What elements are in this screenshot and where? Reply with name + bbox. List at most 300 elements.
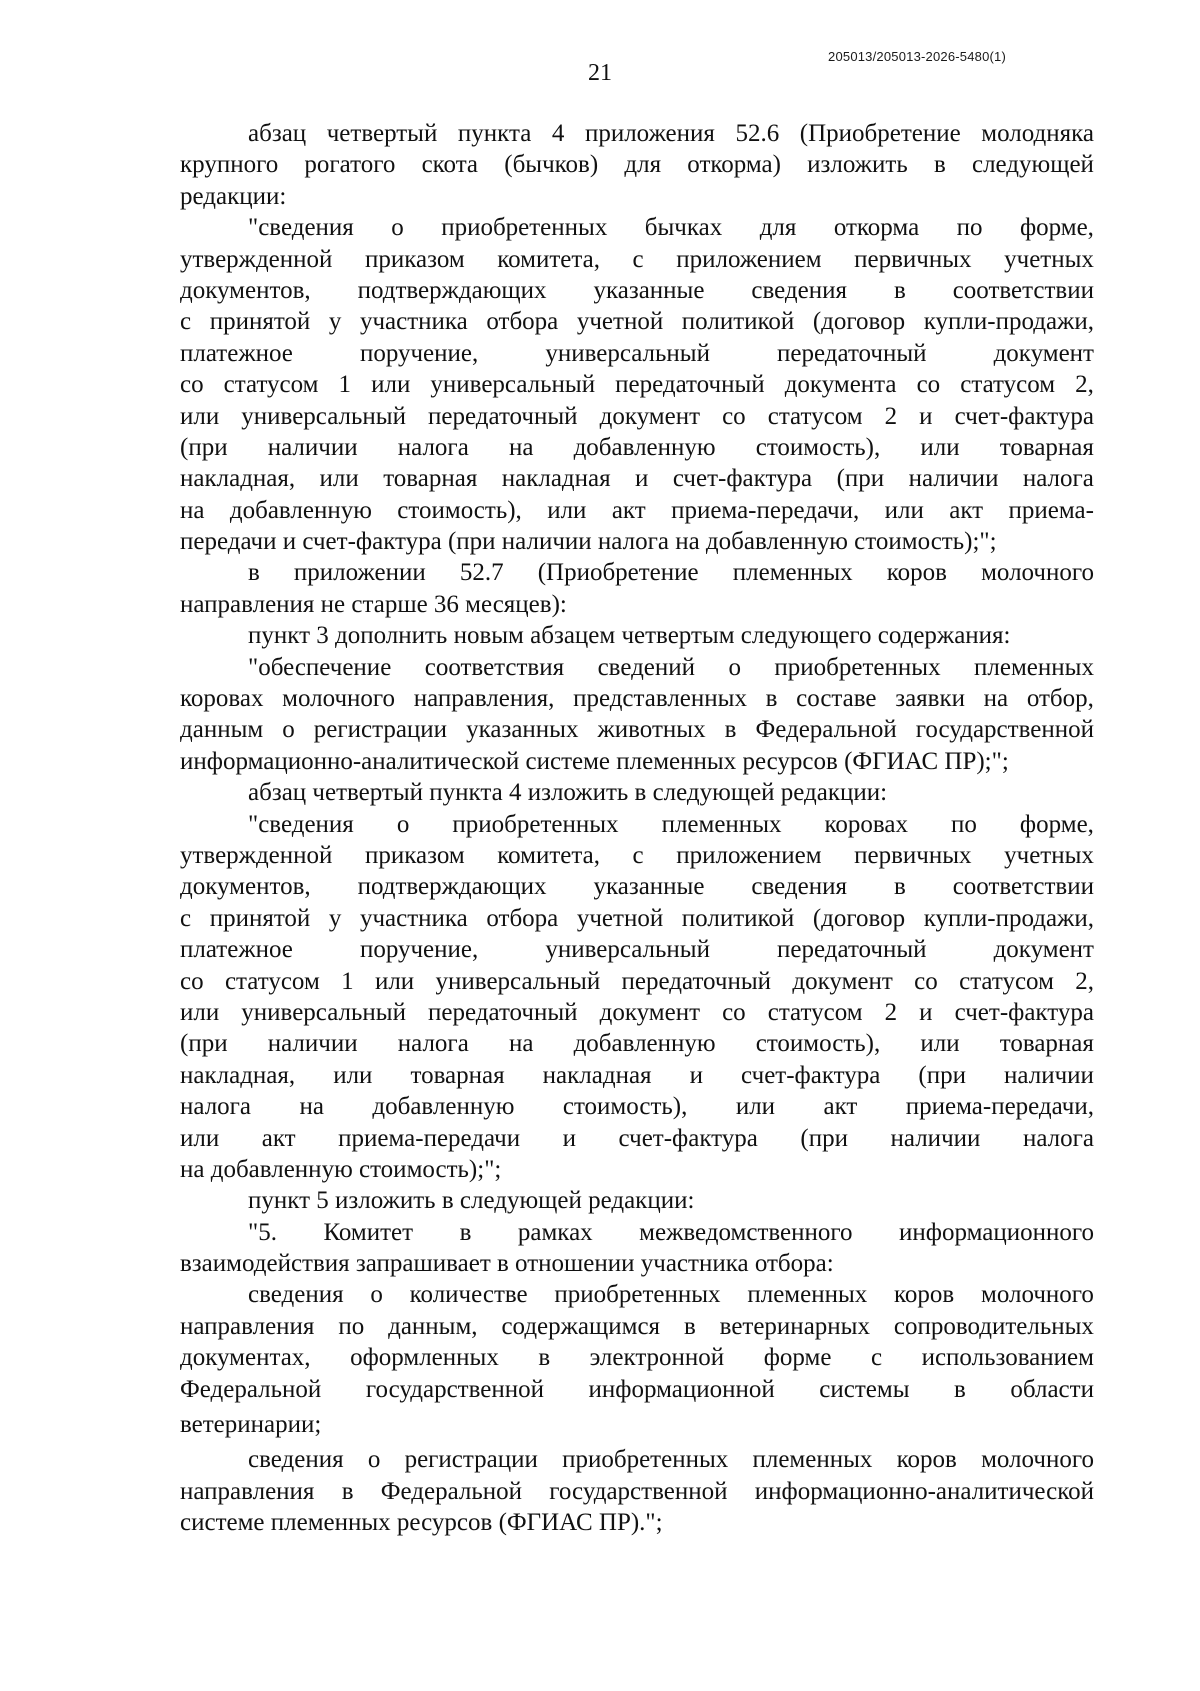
- word: 2: [884, 998, 898, 1026]
- word: приказом: [364, 841, 465, 869]
- word: приобретенных: [554, 1281, 721, 1309]
- word: документов,: [180, 873, 311, 901]
- word: (при: [836, 465, 885, 493]
- word: (Приобретение: [799, 120, 961, 147]
- word: приема-передачи,: [905, 1093, 1094, 1121]
- word: заявки: [895, 685, 965, 713]
- word: 52.6: [735, 120, 780, 147]
- word: системы: [819, 1375, 910, 1403]
- text-line: [180, 809, 1094, 840]
- word: (при: [180, 433, 228, 461]
- word: молочного: [981, 1281, 1094, 1309]
- word: наличии: [908, 465, 999, 493]
- word: "сведения: [248, 214, 354, 242]
- text-line-content: передачи и счет-фактура (при наличии налога на добавленную стоимость);";: [180, 528, 997, 556]
- word: сведения: [248, 1281, 344, 1309]
- word: 1: [338, 371, 352, 399]
- text-line: [180, 714, 1094, 745]
- word: товарная: [410, 1061, 505, 1089]
- word: скота: [421, 151, 479, 179]
- word: бычках: [644, 214, 723, 242]
- word: с: [632, 245, 644, 273]
- word: в: [893, 276, 906, 304]
- word: статусом: [960, 371, 1056, 399]
- text-line: [180, 1123, 1094, 1154]
- text-line: [180, 840, 1094, 871]
- word: со: [180, 967, 204, 995]
- text-line: [180, 934, 1094, 965]
- word: животных: [597, 716, 706, 744]
- text-line: [180, 966, 1094, 997]
- word: соответствии: [952, 276, 1094, 304]
- word: в: [683, 1312, 696, 1340]
- text-line: [180, 1028, 1094, 1059]
- text-line: [180, 620, 1094, 651]
- word: товарная: [383, 465, 478, 493]
- word: форме,: [1019, 810, 1094, 838]
- word: коров: [894, 1281, 955, 1309]
- word: приема-передачи: [338, 1124, 521, 1152]
- word: приобретенных: [441, 214, 608, 242]
- word: принятой: [209, 904, 311, 932]
- word: о: [367, 1446, 381, 1474]
- word: племенных: [732, 559, 853, 587]
- text-line: [180, 244, 1094, 275]
- word: передаточный: [777, 339, 927, 367]
- word: в: [724, 716, 737, 744]
- word: с: [632, 841, 644, 869]
- word: документа: [784, 371, 897, 399]
- word: или: [333, 1061, 373, 1089]
- word: на: [508, 433, 534, 461]
- word: учетных: [1004, 841, 1094, 869]
- text-line: [180, 149, 1094, 180]
- text-line: [180, 777, 1094, 808]
- word: (договор: [812, 308, 906, 336]
- text-line-content: на добавленную стоимость);";: [180, 1155, 502, 1183]
- text-line-content: направления не старше 36 месяцев):: [180, 590, 567, 618]
- word: о: [728, 653, 741, 681]
- word: (при: [800, 1124, 848, 1152]
- word: первичных: [854, 245, 972, 273]
- word: соответствии: [952, 873, 1094, 901]
- text-line: [180, 495, 1094, 526]
- word: добавленную: [573, 1030, 716, 1058]
- word: приема-: [1008, 496, 1094, 524]
- word: или: [547, 496, 587, 524]
- word: электронной: [589, 1344, 725, 1372]
- text-line: [180, 1444, 1094, 1475]
- word: со: [722, 402, 746, 430]
- text-line: [180, 118, 1094, 149]
- word: данным,: [388, 1312, 478, 1340]
- text-line: [180, 463, 1094, 494]
- word: по: [338, 1312, 365, 1340]
- word: 2,: [1075, 967, 1094, 995]
- word: о: [282, 716, 295, 744]
- word: учетной: [576, 308, 664, 336]
- word: изложить: [807, 151, 908, 179]
- word: оформленных: [350, 1344, 499, 1372]
- word: документах,: [180, 1344, 311, 1372]
- word: содержащимся: [501, 1312, 661, 1340]
- word: регистрации: [313, 716, 448, 744]
- text-line-content: пункт 3 дополнить новым абзацем четвертым следующего содержания:: [248, 622, 1011, 650]
- text-line: [180, 401, 1094, 432]
- word: документ: [599, 402, 700, 430]
- text-line: [180, 1279, 1094, 1310]
- text-line: [180, 1507, 1094, 1538]
- word: на: [983, 685, 1009, 713]
- word: статусом: [959, 967, 1054, 995]
- word: регистрации: [404, 1446, 538, 1474]
- word: (при: [918, 1061, 966, 1089]
- word: со: [722, 998, 746, 1026]
- word: добавленную: [229, 496, 372, 524]
- word: (при: [180, 1030, 228, 1058]
- word: (бычков): [504, 151, 599, 179]
- word: племенных: [661, 810, 782, 838]
- word: Федеральной: [180, 1375, 322, 1403]
- word: или: [920, 433, 960, 461]
- word: в: [765, 685, 778, 713]
- word: 1: [341, 967, 354, 995]
- word: универсальный: [430, 371, 596, 399]
- word: количестве: [409, 1281, 528, 1309]
- text-line: [180, 746, 1094, 777]
- word: с: [870, 1344, 883, 1372]
- word: в: [341, 1477, 354, 1505]
- word: 52.7: [459, 559, 504, 587]
- word: сопроводительных: [893, 1312, 1094, 1340]
- text-line: [180, 526, 1094, 557]
- word: или: [180, 1124, 220, 1152]
- word: комитета,: [497, 841, 600, 869]
- word: универсальный: [241, 998, 406, 1026]
- text-line: [180, 1342, 1094, 1373]
- word: "5.: [248, 1218, 277, 1246]
- word: со: [180, 371, 204, 399]
- word: государственной: [915, 716, 1094, 744]
- word: передаточный: [428, 402, 578, 430]
- word: 2,: [1075, 371, 1094, 399]
- word: приема-передачи,: [671, 496, 860, 524]
- word: на: [508, 1030, 534, 1058]
- page-number: 21: [588, 60, 612, 86]
- word: акт: [949, 496, 984, 524]
- text-line: [180, 1374, 1094, 1405]
- word: приобретенных: [562, 1446, 729, 1474]
- word: платежное: [180, 936, 293, 964]
- word: или: [920, 1030, 960, 1058]
- word: первичных: [854, 841, 972, 869]
- text-line: [180, 338, 1094, 369]
- word: в: [954, 1375, 966, 1403]
- word: передаточный: [615, 371, 765, 399]
- word: информационного: [899, 1218, 1094, 1246]
- word: налога: [1022, 465, 1094, 493]
- word: сведения: [751, 276, 847, 304]
- word: откорма: [833, 214, 920, 242]
- word: указанные: [593, 873, 705, 901]
- word: акт: [823, 1093, 858, 1121]
- text-line: [180, 871, 1094, 902]
- text-line-content: абзац четвертый пункта 4 изложить в следующей редакции:: [248, 779, 888, 807]
- word: наличии: [1004, 1061, 1094, 1089]
- word: использованием: [921, 1344, 1094, 1372]
- word: представленных: [573, 685, 747, 713]
- text-line: [180, 306, 1094, 337]
- word: универсальный: [545, 936, 710, 964]
- word: счет-фактура: [618, 1124, 758, 1152]
- word: платежное: [180, 339, 293, 367]
- word: племенных: [974, 653, 1094, 681]
- word: приказом: [364, 245, 465, 273]
- word: со: [916, 371, 941, 399]
- word: поручение,: [359, 936, 479, 964]
- word: налога: [1022, 1124, 1094, 1152]
- word: Федеральной: [755, 716, 897, 744]
- word: утвержденной: [180, 841, 333, 869]
- word: налога: [397, 433, 469, 461]
- word: принятой: [209, 308, 311, 336]
- word: в: [459, 1218, 472, 1246]
- word: рогатого: [304, 151, 396, 179]
- text-line: [180, 1060, 1094, 1091]
- word: молочного: [282, 685, 396, 713]
- word: политикой: [681, 308, 795, 336]
- text-line: [180, 1091, 1094, 1122]
- word: поручение,: [359, 339, 479, 367]
- word: налога: [180, 1093, 252, 1121]
- text-line: [180, 432, 1094, 463]
- word: передаточный: [777, 936, 927, 964]
- word: молодняка: [981, 120, 1094, 147]
- word: или: [884, 496, 924, 524]
- text-line: [180, 1217, 1094, 1248]
- word: 2: [884, 402, 898, 430]
- word: и: [689, 1061, 703, 1089]
- word: статусом: [224, 967, 320, 995]
- word: документ: [792, 967, 893, 995]
- word: крупного: [180, 151, 279, 179]
- word: счет-фактура: [954, 998, 1094, 1026]
- word: добавленную: [372, 1093, 515, 1121]
- word: абзац: [248, 120, 307, 147]
- word: о: [370, 1281, 383, 1309]
- word: налога: [397, 1030, 469, 1058]
- word: отбор,: [1026, 685, 1094, 713]
- word: политикой: [681, 904, 795, 932]
- word: межведомственного: [639, 1218, 853, 1246]
- word: пункта: [457, 120, 532, 147]
- text-line-content: системе племенных ресурсов (ФГИАС ПР).";: [180, 1509, 663, 1537]
- word: наличии: [267, 433, 358, 461]
- text-line: [180, 589, 1094, 620]
- word: сведения: [751, 873, 847, 901]
- word: следующей: [971, 151, 1094, 179]
- word: на: [299, 1093, 324, 1121]
- word: форме,: [1019, 214, 1094, 242]
- word: документов,: [180, 276, 311, 304]
- word: 4: [551, 120, 565, 147]
- word: для: [624, 151, 662, 179]
- text-line: [180, 1185, 1094, 1216]
- word: направления,: [413, 685, 555, 713]
- word: информационной: [588, 1375, 775, 1403]
- word: подтверждающих: [357, 276, 547, 304]
- word: участника: [359, 904, 468, 932]
- word: с: [180, 308, 192, 336]
- word: со: [914, 967, 938, 995]
- word: товарная: [999, 433, 1094, 461]
- text-line-content: ветеринарии;: [180, 1411, 322, 1439]
- word: у: [328, 904, 342, 932]
- word: стоимость),: [397, 496, 522, 524]
- word: форме: [763, 1344, 832, 1372]
- word: участника: [359, 308, 468, 336]
- word: универсальный: [545, 339, 710, 367]
- word: коровах: [180, 685, 264, 713]
- word: статусом: [767, 998, 863, 1026]
- word: указанные: [593, 276, 705, 304]
- word: соответствия: [424, 653, 565, 681]
- word: Комитет: [323, 1218, 414, 1246]
- word: стоимость),: [562, 1093, 688, 1121]
- word: добавленную: [573, 433, 716, 461]
- word: направления: [180, 1477, 315, 1505]
- word: племенных: [747, 1281, 868, 1309]
- word: приобретенных: [452, 810, 619, 838]
- word: по: [956, 214, 983, 242]
- word: приложением: [676, 841, 822, 869]
- text-line: [180, 275, 1094, 306]
- word: или: [180, 402, 220, 430]
- word: универсальный: [241, 402, 406, 430]
- word: и: [635, 465, 649, 493]
- word: статусом: [767, 402, 863, 430]
- word: учетной: [576, 904, 664, 932]
- word: или: [374, 967, 415, 995]
- word: о: [396, 810, 410, 838]
- word: приложения: [584, 120, 715, 147]
- word: акт: [611, 496, 646, 524]
- word: четвертый: [326, 120, 438, 147]
- word: сведения: [248, 1446, 344, 1474]
- word: рамках: [517, 1218, 593, 1246]
- word: "сведения: [248, 810, 354, 838]
- word: или: [735, 1093, 776, 1121]
- word: с: [180, 904, 192, 932]
- word: счет-фактура: [672, 465, 813, 493]
- word: государственной: [549, 1477, 728, 1505]
- word: о: [391, 214, 404, 242]
- word: отбора: [486, 904, 559, 932]
- text-line: [180, 212, 1094, 243]
- text-line: [180, 1248, 1094, 1279]
- word: накладная: [501, 465, 611, 493]
- text-line: [180, 683, 1094, 714]
- word: купли-продажи,: [923, 308, 1094, 336]
- word: накладная,: [180, 465, 296, 493]
- word: товарная: [999, 1030, 1094, 1058]
- text-line-content: пункт 5 изложить в следующей редакции:: [248, 1187, 695, 1215]
- word: в: [893, 873, 906, 901]
- text-line: [180, 997, 1094, 1028]
- word: ветеринарных: [719, 1312, 870, 1340]
- text-line-content: взаимодействия запрашивает в отношении участника отбора:: [180, 1250, 834, 1278]
- word: по: [951, 810, 977, 838]
- word: или: [371, 371, 411, 399]
- text-line: [180, 1311, 1094, 1342]
- word: племенных: [752, 1446, 873, 1474]
- text-line-content: информационно-аналитической системе племенных ресурсов (ФГИАС ПР);";: [180, 747, 1009, 775]
- word: комитета,: [497, 245, 600, 273]
- word: универсальный: [435, 967, 601, 995]
- word: государственной: [365, 1375, 545, 1403]
- word: данным: [180, 716, 264, 744]
- word: и: [562, 1124, 576, 1152]
- word: статусом: [223, 371, 319, 399]
- word: наличии: [890, 1124, 981, 1152]
- word: счет-фактура: [954, 402, 1094, 430]
- word: купли-продажи,: [923, 904, 1094, 932]
- word: коров: [886, 559, 947, 587]
- word: отбора: [486, 308, 559, 336]
- word: и: [919, 402, 933, 430]
- text-line: [180, 181, 1094, 212]
- word: накладная: [542, 1061, 652, 1089]
- word: на: [180, 496, 205, 524]
- word: накладная,: [180, 1061, 296, 1089]
- word: приобретенных: [774, 653, 941, 681]
- text-line: [180, 903, 1094, 934]
- word: наличии: [267, 1030, 358, 1058]
- word: и: [919, 998, 933, 1026]
- word: молочного: [981, 559, 1094, 587]
- word: акт: [261, 1124, 296, 1152]
- word: передаточный: [621, 967, 772, 995]
- word: коров: [896, 1446, 957, 1474]
- word: "обеспечение: [248, 653, 392, 681]
- word: в: [538, 1344, 551, 1372]
- word: передаточный: [428, 998, 578, 1026]
- word: приложении: [293, 559, 426, 587]
- word: стоимость),: [755, 1030, 881, 1058]
- text-line-content: редакции:: [180, 182, 287, 210]
- text-line: [180, 1476, 1094, 1507]
- word: Федеральной: [380, 1477, 523, 1505]
- text-line: [180, 1154, 1094, 1185]
- word: приложением: [676, 245, 822, 273]
- word: у: [328, 308, 342, 336]
- text-line: [180, 652, 1094, 683]
- word: документ: [993, 339, 1094, 367]
- word: для: [759, 214, 797, 242]
- word: учетных: [1004, 245, 1094, 273]
- text-line: [180, 1409, 1094, 1440]
- word: подтверждающих: [357, 873, 547, 901]
- word: (договор: [812, 904, 906, 932]
- word: или: [319, 465, 359, 493]
- word: (Приобретение: [537, 559, 699, 587]
- text-line: [180, 369, 1094, 400]
- word: информационно-аналитической: [754, 1477, 1094, 1505]
- word: в: [248, 559, 260, 587]
- word: откорма): [687, 151, 781, 179]
- word: утвержденной: [180, 245, 333, 273]
- word: счет-фактура: [741, 1061, 881, 1089]
